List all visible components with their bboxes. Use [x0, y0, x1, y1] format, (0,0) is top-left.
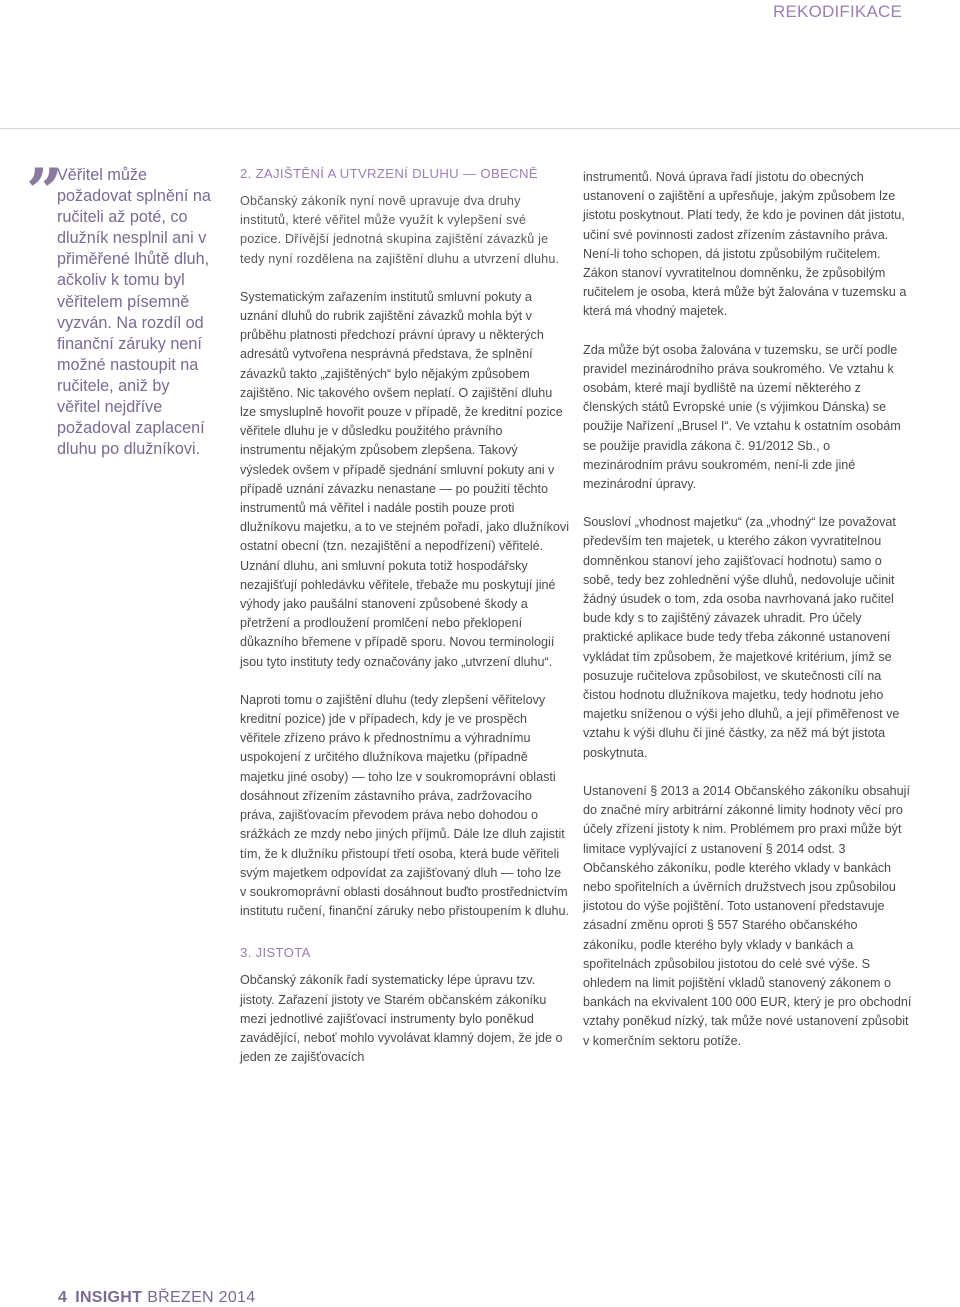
- pullquote: [26, 155, 216, 460]
- body-paragraph: Občanský zákoník řadí systematicky lépe úpravu tzv. jistoty. Zařazení jistoty ve Starém občanském zákoníku mezi jednotlivé zajišťovací instrumenty bylo poněkud zavádějící, neboť mohlo vyvolávat klamný dojem, že jde o jeden ze zajišťovacích: [240, 973, 563, 1065]
- page-number: 4: [58, 1289, 68, 1306]
- header-divider: [0, 128, 960, 129]
- lead-paragraph: Občanský zákoník nyní nově upravuje dva druhy institutů, které věřitel může využít k vylepšení své pozice. Dřívější jednotná skupina zajištění závazků je tedy nyní rozdělena na zajištění dluhu a utvrzení dluhu.: [240, 194, 560, 266]
- body-paragraph: instrumentů. Nová úprava řadí jistotu do obecných ustanovení o zajištění a upřesňuje, jakým způsobem lze jistotu poskytnout. Platí tedy, že kdo je povinen dát jistotu, učiní své povinnosti zadost zřízením zástavního práva. Není-li toho schopen, dá jistotu způsobilým ručitelem. Zákon stanoví vyvratitelnou domněnku, že způsobilým ručitelem je osoba, která může být žalována v tuzemsku a která má vhodný majetek.: [583, 170, 907, 319]
- pullquote-text: Věřitel může požadovat splnění na ručiteli až poté, co dlužník nesplnil ani v přiměřené lhůtě dluh, ačkoliv k tomu byl věřitelem písemně vyzván. Na rozdíl od finanční záruky není možné nastoupit na ručitele, aniž by věřitel nejdříve požadoval zaplacení dluhu po dlužníkovi.: [57, 166, 211, 459]
- body-paragraph: Naproti tomu o zajištění dluhu (tedy zlepšení věřitelovy kreditní pozice) jde v případech, kdy je ve prospěch věřitele zřízeno právo k přednostnímu a výhradnímu uspokojení z určitého dlužníkova majetku (případně majetku jiné osoby) — toho lze v soukromoprávní oblasti dosáhnout zřízením zástavního práva, zadržovacího práva, zajišťovacím převodem práva nebo dohodou o srážkách ze mzdy nebo jiných příjmů. Dále lze dluh zajistit tím, že k dlužníku přistoupí třetí osoba, která bude věřiteli svým majetkem odpovídat za zajišťovaný dluh — toho lze v soukromoprávní oblasti dosáhnout buďto prostřednictvím institutu ručení, finanční záruky nebo přistoupením k dluhu.: [240, 692, 570, 919]
- page-footer: [58, 1289, 255, 1307]
- section-label: REKODIFIKACE: [773, 2, 902, 21]
- article-column-middle: [240, 164, 570, 1086]
- publication-name: INSIGHT: [75, 1289, 143, 1306]
- section-heading-zajisteni: 2. ZAJIŠTĚNÍ A UTVRZENÍ DLUHU — OBECNĚ: [240, 166, 538, 181]
- article-column-right: [583, 168, 913, 1070]
- issue-date: BŘEZEN 2014: [147, 1289, 256, 1306]
- body-paragraph: Zda může být osoba žalována v tuzemsku, se určí podle pravidel mezinárodního práva soukromého. Ve vztahu k osobám, které mají bydliště na území některého z členských států Evropské unie (s výjimkou Dánska) se použije Nařízení „Brusel I“. Ve vztahu k ostatním osobám se použije pravidla zákona č. 91/2012 Sb., o mezinárodním právu soukromém, není-li zde jiné mezinárodní úpravy.: [583, 342, 901, 492]
- section-heading-jistota: 3. JISTOTA: [240, 945, 311, 961]
- body-paragraph: Sousloví „vhodnost majetku“ (za „vhodný“ lze považovat především ten majetek, u kterého zákon vyvratitelnou domněnkou stanoví jeho zajišťovací hodnotu) samo o sobě, tedy bez zohlednění výše dluhů, nedovoluje učinit žádný úsudek o tom, zda osoba navrhovaná jako ručitel bude kdy s to zajištěný závazek uhradit. Pro účely praktické aplikace bude tedy třeba zákonné ustanovení vykládat tím způsobem, že majetkové kritérium, jímž se posuzuje ručitelova způsobilost, ve skutečnosti cílí na čistou hodnotu dlužníkova majetku, tedy hodnotu jeho majetku sníženou o výši jeho dluhů, a její přiměřenost ve vztahu k výši dluhu či jiné částky, za něž má být jistota poskytnuta.: [583, 515, 900, 760]
- quote-mark-icon: ”: [26, 155, 57, 230]
- body-paragraph: Systematickým zařazením institutů smluvní pokuty a uznání dluhů do rubrik zajištění závazků mohla být v průběhu platnosti předchozí právní úpravy u některých adresátů vytvořena nesprávná představa, že splnění závazků takto „zajištěných“ bylo nějakým způsobem zajištěno. Nic takového ovšem neplatí. O zajištění dluhu lze smysluplně hovořit pouze v případě, že kreditní pozice věřitele dluhu je v důsledku použitého právního instrumentu nějakým způsobem zlepšena. Takový výsledek ovšem v případě sjednání smluvní pokuty ani v případě uznání závazku nenastane — po použití těchto instrumentů má věřitel i nadále postih pouze proti dlužníkovu majetku, a to ve stejném pořadí, jako dlužníkovi ostatní obecní (tzn. nezajištění a nepodřízení) věřitelé. Uznání dluhu, ani smluvní pokuta totiž hospodářsky nezajišťují pohledávku věřitele, třebaže mu poskytují jiné výhody jako paušální stanovení způsobené škody a přetržení a prodloužení promlčení nebo překlopení důkazního břemene v případě sporu. Novou terminologií jsou tyto instituty tedy označovány jako „utvrzení dluhu“.: [240, 289, 570, 669]
- body-paragraph: Ustanovení § 2013 a 2014 Občanského zákoníku obsahují do značné míry arbitrární zákonné limity hodnoty věcí pro účely zřízení jistoty k nim. Problémem pro praxi může být limitace vyplývající z ustanovení § 2014 odst. 3 Občanského zákoníku, podle kterého vklady v bankách nebo spořitelních a úvěrních družstvech jsou způsobilou jistotou do výše pojištění. Toto ustanovení představuje zásadní změnu oproti § 557 Starého občanského zákoníku, podle kterého byly vklady v bankách a spořitelnách způsobilou jistotou do celé své výše. S ohledem na limit pojištění vkladů stanovený zákonem o bankách na ekvivalent 100 000 EUR, který je pro obchodní vztahy poněkud nízký, tak může nové ustanovení způsobit v komerčním sektoru potíže.: [583, 783, 912, 1048]
